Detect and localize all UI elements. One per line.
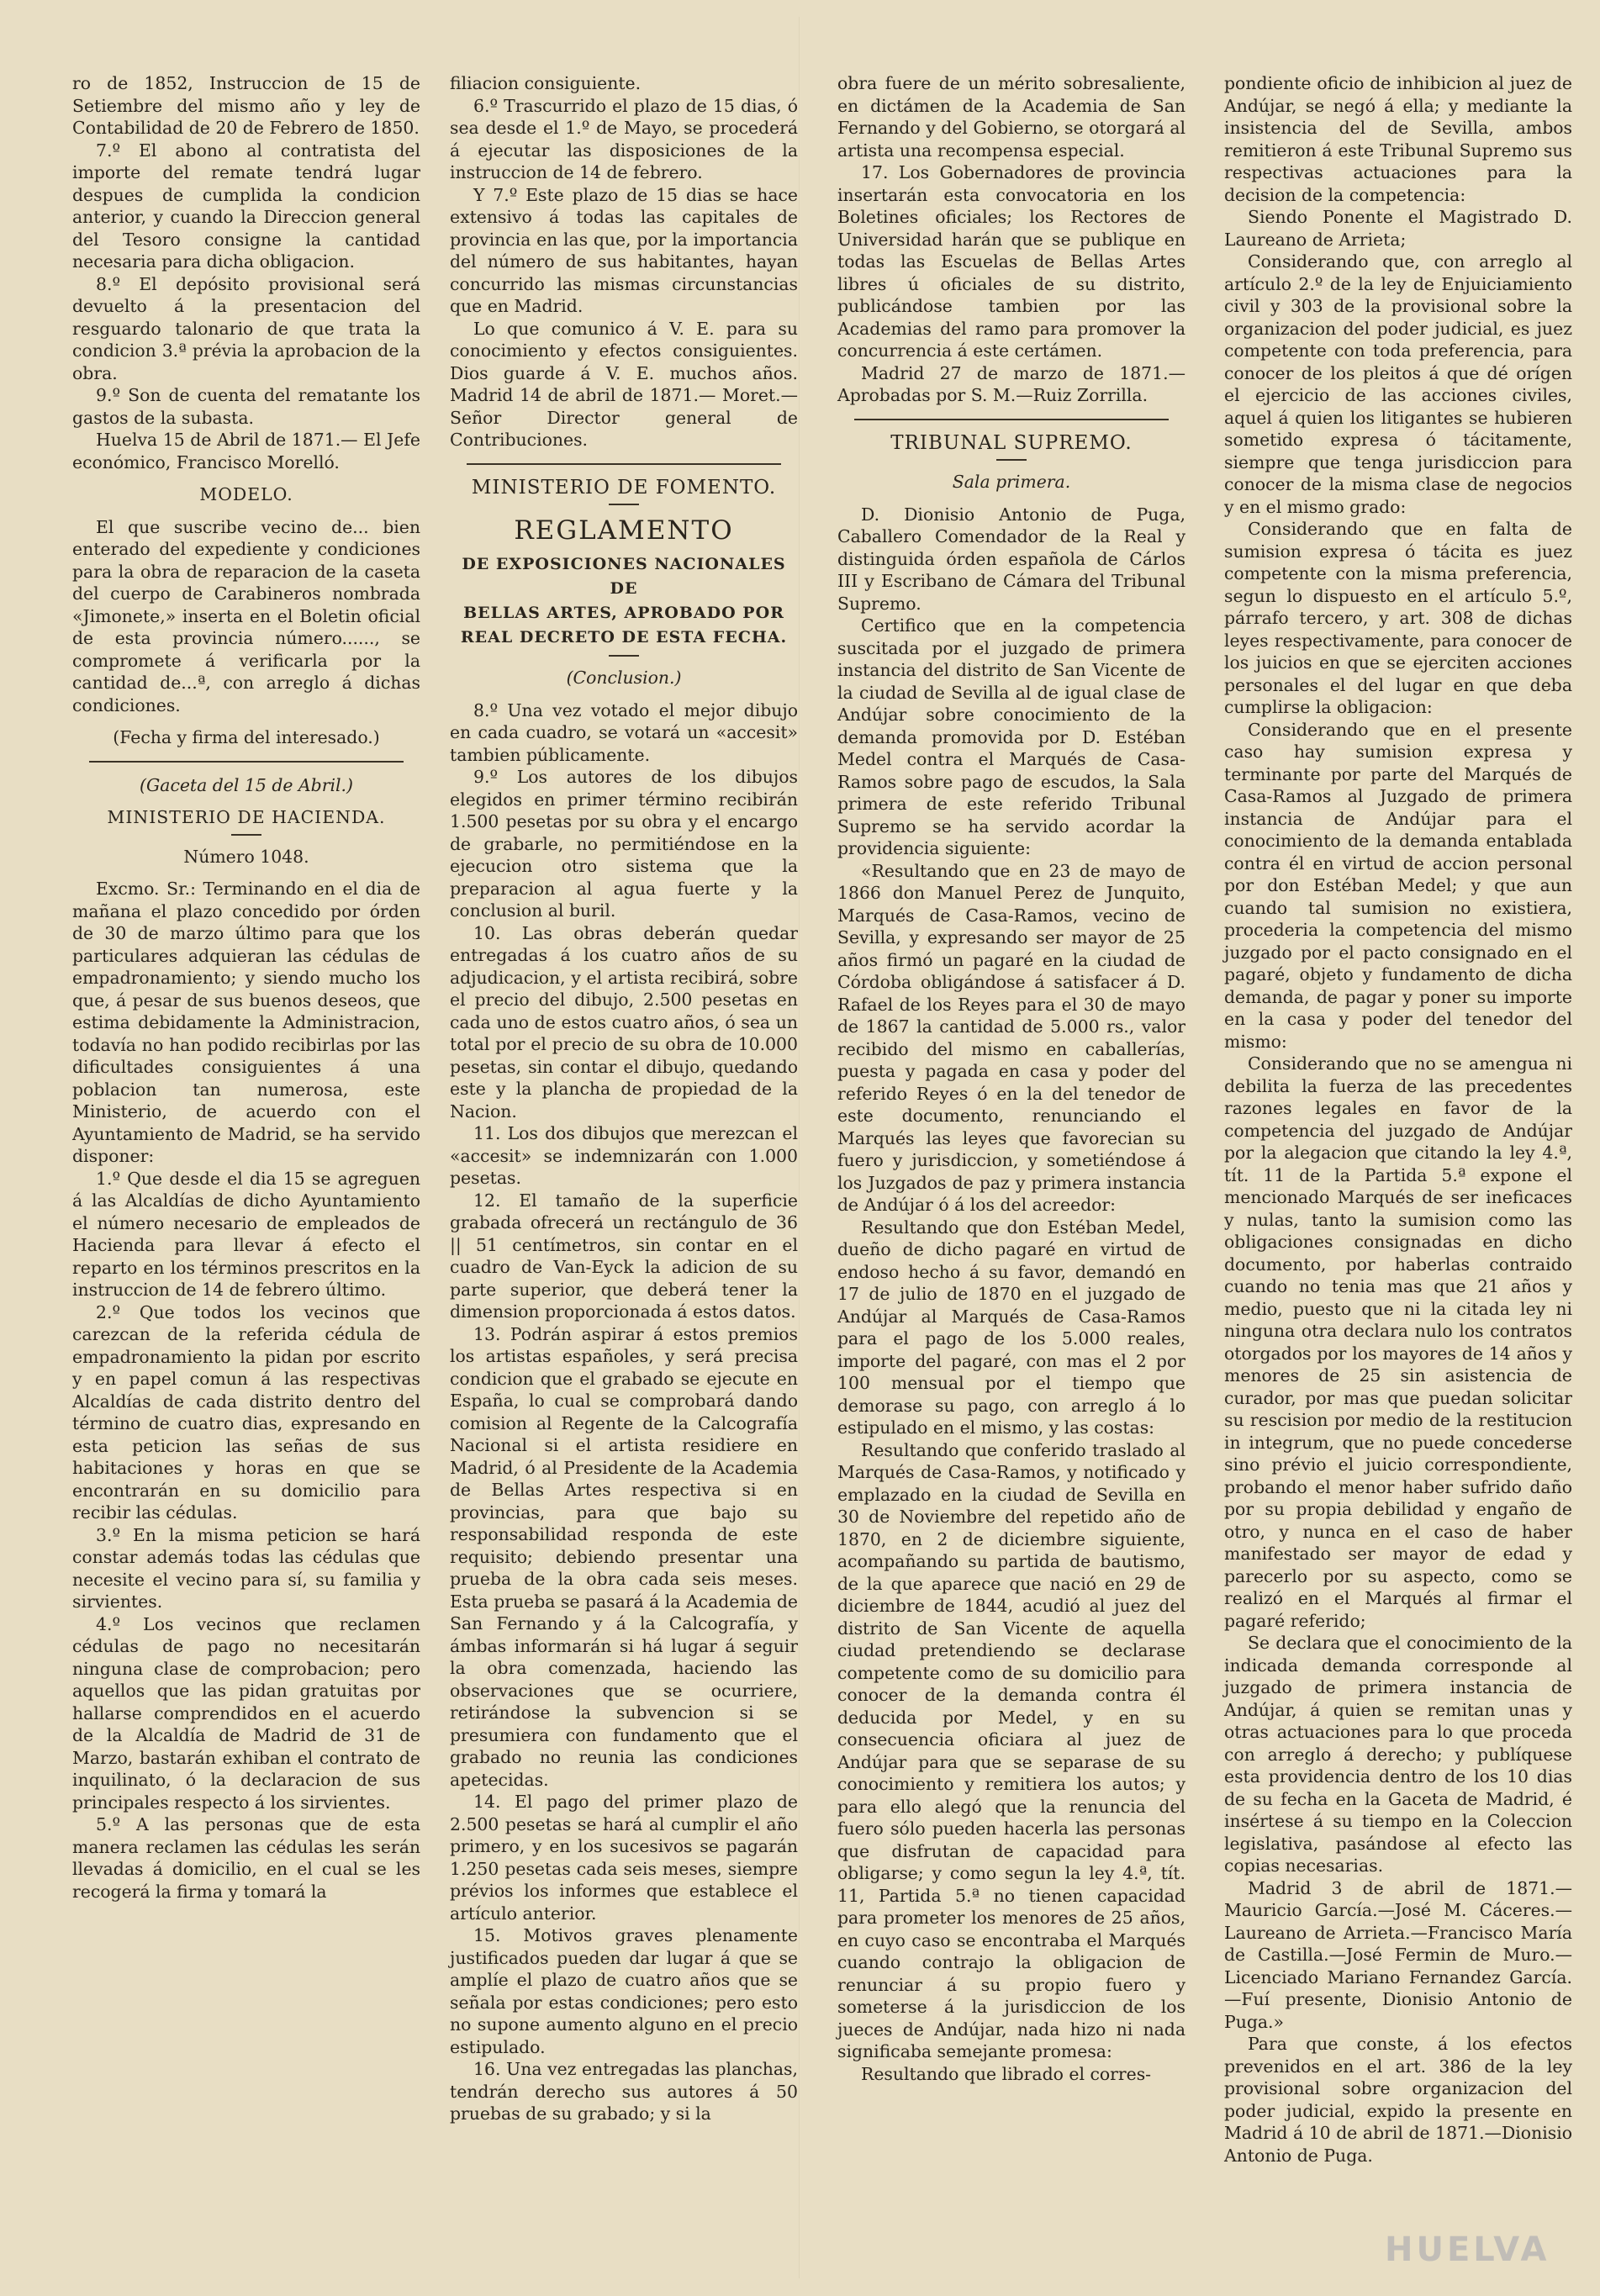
paragraph: 4.º Los vecinos que reclamen cédulas de pago no necesitarán ninguna clase de comprobacion; pero aquellos que las pidan gratuitas por hallarse comprendidos en el acuerdo de la Alcaldía de Madrid de 31 de Marzo, bastarán exhiban el contrato de inquilinato, ó la declaracion de sus principales respecto á los sirvientes. (72, 1613, 420, 1813)
column-4 (1224, 72, 1572, 2167)
paragraph: 9.º Son de cuenta del rematante los gastos de la subasta. (72, 385, 420, 428)
divider (854, 419, 1169, 420)
paragraph: 14. El pago del primer plazo de 2.500 pesetas se hará al cumplir el año primero, y en los sucesivos se pagarán 1.250 pesetas cada seis meses, siempre prévios los informes que establece el artículo anterior. (450, 1792, 798, 1924)
paragraph: 16. Una vez entregadas las planchas, tendrán derecho sus autores á 50 pruebas de su grabado; y si la (450, 2059, 798, 2124)
paragraph: 7.º El abono al contratista del importe del remate tendrá lugar despues de cumplida la condicion anterior, y cuando la Direccion general del Tesoro consigne la cantidad necesaria para dicha obligacion. (72, 140, 420, 272)
column-3 (837, 72, 1185, 2085)
column-1 (72, 72, 420, 1903)
short-divider (609, 504, 639, 505)
paragraph: Resultando que conferido traslado al Marqués de Casa-Ramos, y notificado y emplazado en la ciudad de Sevilla en 30 de Noviembre del repetido año de 1870, en 2 de diciembre siguiente, acompañando su partida de bautismo, de la que aparece que nació en 29 de diciembre de 1844, acudió al juez del distrito de San Vicente de aquella ciudad pretendiendo se declarase competente como de su domicilio para conocer de la demanda contra él deducida por Medel, y en su consecuencia oficiara al juez de Andújar para que se separase de su conocimiento y remitiera los autos; y para ello alegó que la renuncia del fuero sólo pueden hacerla las personas que disfrutan de capacidad para obligarse; y como segun la ley 4.ª, tít. 11, Partida 5.ª no tienen capacidad para prometer los menores de 25 años, en cuyo caso se encontraba el Marqués cuando contrajo la obligacion de renunciar á su propio fuero y someterse á la jurisdiccion de los jueces de Andújar, nada hizo ni nada significaba semejante promesa: (837, 1439, 1185, 2061)
column-2 (450, 72, 798, 2125)
paragraph: Certifico que en la competencia suscitada por el juzgado de primera instancia del distrito de San Vicente de la ciudad de Sevilla al de igual clase de Andújar sobre conocimiento de la demanda promovida por D. Estéban Medel contra el Marqués de Casa-Ramos sobre pago de escudos, la Sala primera de este referido Tribunal Supremo se ha servido acordar la providencia siguiente: (837, 615, 1185, 858)
paragraph: D. Dionisio Antonio de Puga, Caballero Comendador de la Real y distinguida órden española de Cárlos III y Escribano de Cámara del Tribunal Supremo. (837, 504, 1185, 614)
paragraph: Resultando que don Estéban Medel, dueño de dicho pagaré en virtud de endoso hecho á su favor, demandó en 17 de julio de 1870 en el juzgado de Andújar al Marqués de Casa-Ramos para el pago de los 5.000 reales, importe del pagaré, con mas el 2 por 100 mensual por el tiempo que demorase su pago, con arreglo á lo estipulado en el mismo, y las costas: (837, 1217, 1185, 1438)
paragraph: filiacion consiguiente. (450, 73, 642, 93)
paragraph: El que suscribe vecino de... bien enterado del expediente y condiciones para la obra de reparacion de la caseta del cuerpo de Carabineros nombrada «Jimonete,» inserta en el Boletin oficial de esta provincia número......, se compromete á verificarla por la cantidad de...ª, con arreglo á dichas condiciones. (72, 516, 420, 715)
paragraph: 15. Motivos graves plenamente justificados pueden dar lugar á que se amplíe el plazo de cuatro años que se señala por estas condiciones; pero esto no supone aumento alguno en el precio estipulado. (450, 1925, 798, 2057)
paragraph: 13. Podrán aspirar á estos premios los artistas españoles, y será precisa condicion que el grabado se ejecute en España, lo cual se comprobará dando comision al Regente de la Calcografía Nacional si el artista residiere en Madrid, ó al Presidente de la Academia de Bellas Artes respectiva si en provincias, para que bajo su responsabilidad responda de este requisito; debiendo presentar una prueba de la obra cada seis meses. Esta prueba se pasará á la Academia de San Fernando y á la Calcografía, y ámbas informarán si há lugar á seguir la obra comenzada, haciendo las observaciones que se ocurriere, retirándose la subvencion si se presumiera con fundamento que el grabado no reunia las condiciones apetecidas. (450, 1323, 798, 1790)
paragraph: 1.º Que desde el dia 15 se agreguen á las Alcaldías de dicho Ayuntamiento el número necesario de empleados de Hacienda para llevar á efecto el reparto en los términos prescritos en la instruccion de 14 de febrero último. (72, 1168, 420, 1300)
divider (89, 761, 404, 763)
ministerio-fomento-heading: MINISTERIO DE FOMENTO. (471, 476, 777, 499)
reglamento-subtitle-2: BELLAS ARTES, APROBADO POR (463, 604, 784, 622)
reglamento-title: REGLAMENTO (514, 515, 734, 546)
short-divider (231, 834, 261, 836)
paragraph: Y 7.º Este plazo de 15 dias se hace extensivo á todas las capitales de provincia en las que, por la importancia del número de sus habitantes, hayan concurrido las mismas circunstancias que en Madrid. (450, 184, 798, 316)
signature-note: (Fecha y firma del interesado.) (113, 727, 380, 747)
conclusion-note: (Conclusion.) (566, 668, 682, 688)
paragraph: pondiente oficio de inhibicion al juez de Andújar, se negó á ella; y mediante la insistencia del de Sevilla, ambos remitieron á este Tribunal Supremo sus respectivas actuaciones para la decision de la competencia: (1224, 73, 1572, 205)
paragraph: Considerando que en falta de sumision expresa ó tácita es juez competente con la misma preferencia, segun lo dispuesto en el artículo 5.º, párrafo tercero, y art. 308 de dichas leyes respectivamente, para conocer de los juicios en que se ejerciten acciones personales el del lugar en que deba cumplirse la obligacion: (1224, 519, 1572, 717)
gaceta-heading: (Gaceta del 15 de Abril.) (140, 774, 353, 795)
paragraph: Huelva 15 de Abril de 1871.— El Jefe económico, Francisco Morelló. (72, 430, 420, 472)
paragraph: obra fuere de un mérito sobresaliente, en dictámen de la Academia de San Fernando y del Gobierno, se otorgará al artista una recompensa especial. (837, 73, 1185, 161)
paragraph: 2.º Que todos los vecinos que carezcan de la referida cédula de empadronamiento la pidan por escrito y en papel comun á las respectivas Alcaldías de cada distrito dentro del término de cuatro dias, expresando en esta peticion las señas de sus habitaciones y horas en que se encontrarán en su domicilio para recibir las cédulas. (72, 1301, 420, 1523)
paragraph: 3.º En la misma peticion se hará constar además todas las cédulas que necesite el vecino para sí, su familia y sirvientes. (72, 1524, 420, 1612)
short-divider (996, 459, 1027, 461)
fold-crease (799, 17, 800, 2278)
paragraph: 10. Las obras deberán quedar entregadas á los cuatro años de su adjudicacion, y el artista recibirá, sobre el precio del dibujo, 2.500 pesetas en cada uno de estos cuatro años, ó sea un total por el precio de su obra de 10.000 pesetas, sin contar el dibujo, quedando este y la plancha de propiedad de la Nacion. (450, 922, 798, 1122)
reglamento-subtitle-1: DE EXPOSICIONES NACIONALES DE (462, 555, 786, 598)
tribunal-heading: TRIBUNAL SUPREMO. (890, 431, 1133, 454)
reglamento-subtitle-3: REAL DECRETO DE ESTA FECHA. (460, 628, 788, 647)
paragraph: 6.º Trascurrido el plazo de 15 dias, ó sea desde el 1.º de Mayo, se procederá á ejecutar las disposiciones de la instruccion de 14 de febrero. (450, 95, 798, 182)
paragraph: Siendo Ponente el Magistrado D. Laureano de Arrieta; (1224, 207, 1572, 250)
paragraph: Resultando que librado el corres- (861, 2063, 1152, 2084)
paragraph: Se declara que el conocimiento de la indicada demanda corresponde al juzgado de primera instancia de Andújar, á quien se remitan unas y otras actuaciones para lo que proceda con arreglo á derecho; y publíquese esta providencia dentro de los 10 dias de su fecha en la Gaceta de Madrid, é insértese á su tiempo en la Coleccion legislativa, pasándose al efecto las copias necesarias. (1224, 1633, 1572, 1876)
paragraph: 17. Los Gobernadores de provincia insertarán esta convocatoria en los Boletines oficiales; los Rectores de Universidad harán que se publique en todas las Escuelas de Bellas Artes libres ú oficiales de su distrito, publicándose tambien por las Academias del ramo para promover la concurrencia á este certámen. (837, 162, 1185, 361)
paragraph: ro de 1852, Instruccion de 15 de Setiembre del mismo año y ley de Contabilidad de 20 de Febrero de 1850. (72, 73, 420, 138)
short-divider (609, 655, 639, 657)
paragraph: 8.º Una vez votado el mejor dibujo en cada cuadro, se votará un «accesit» tambien públicamente. (450, 699, 798, 765)
paragraph: 9.º Los autores de los dibujos elegidos en primer término recibirán 1.500 pesetas por su obra y el encargo de grabarle, no permitiéndose en la ejecucion otro sistema que la preparacion al agua fuerte y la conclusion al buril. (450, 767, 798, 921)
paragraph: Excmo. Sr.: Terminando en el dia de mañana el plazo concedido por órden de 30 de marzo último para que los particulares adquieran las cédulas de empadronamiento; y siendo mucho los que, á pesar de sus buenos deseos, que estima debidamente la Administracion, todavía no han podido recibirlas por las dificultades consiguientes á una poblacion tan numerosa, este Ministerio, de acuerdo con el Ayuntamiento de Madrid, se ha servido disponer: (72, 879, 420, 1166)
divider (467, 463, 781, 465)
ministerio-hacienda-heading: MINISTERIO DE HACIENDA. (107, 807, 386, 827)
modelo-heading: MODELO. (199, 484, 293, 504)
paragraph: Lo que comunico á V. E. para su conocimiento y efectos consiguientes. Dios guarde á V. E. muchos años. Madrid 14 de abril de 1871.— Moret.—Señor Director general de Contribuciones. (450, 318, 798, 450)
paragraph: Considerando que, con arreglo al artículo 2.º de la ley de Enjuiciamiento civil y 303 de la provisional sobre la organizacion del poder judicial, es juez competente con toda preferencia, para conocer de los pleitos á que dé orígen el ejercicio de las acciones civiles, aquel á quien los litigantes se hubieren sometido expresa ó tácitamente, siempre que tenga jurisdiccion para conocer de la misma clase de negocios y en el mismo grado: (1224, 251, 1572, 517)
paragraph: 11. Los dos dibujos que merezcan el «accesit» se indemnizarán con 1.000 pesetas. (450, 1123, 798, 1188)
paragraph: Madrid 3 de abril de 1871.—Mauricio García.—José M. Cáceres.—Laureano de Arrieta.—Francisco María de Castilla.—José Fermin de Muro.—Licenciado Mariano Fernandez García.—Fuí presente, Dionisio Antonio de Puga.» (1224, 1877, 1572, 2032)
numero-heading: Número 1048. (183, 846, 309, 867)
paragraph: Considerando que no se amengua ni debilita la fuerza de las precedentes razones legales en favor de la competencia del juzgado de Andújar por la alegacion que citando la ley 4.ª, tít. 11 de la Partida 5.ª expone el mencionado Marqués de ser ineficaces y nulas, tanto la sumision como las obligaciones consignadas en dicho documento, por haberlas contraido cuando no tenia mas que 21 años y medio, puesto que ni la citada ley ni ninguna otra declara nulo los contratos otorgados por los mayores de 14 años y menores de 25 sin asistencia de curador, por mas que puedan solicitar su rescision por medio de la restitucion in integrum, que no puede concederse sino prévio el juicio correspondiente, probando el menor haber sufrido daño por su propia debilidad y engaño de otro, y nunca en el caso de haber manifestado ser mayor de edad y parecerlo por su aspecto, como se realizó en el Marqués al firmar el pagaré referido; (1224, 1053, 1572, 1631)
sala-heading: Sala primera. (952, 472, 1071, 492)
paragraph: Madrid 27 de marzo de 1871.— Aprobadas por S. M.—Ruiz Zorrilla. (837, 362, 1185, 405)
paragraph: «Resultando que en 23 de mayo de 1866 don Manuel Perez de Junquito, Marqués de Casa-Ramos, vecino de Sevilla, y expresando ser mayor de 25 años firmó un pagaré en la ciudad de Córdoba obligándose á satisfacer á D. Rafael de los Reyes para el 30 de mayo de 1867 la cantidad de 5.000 rs., valor recibido del mismo en caballerías, puesta y pagada en casa y poder del referido Reyes ó en la del tenedor de este documento, renunciando el Marqués las leyes que favorecian su fuero y jurisdiccion, y sometiéndose á los Juzgados de paz y primera instancia de Andújar ó á los del acreedor: (837, 860, 1185, 1215)
paragraph: 12. El tamaño de la superficie grabada ofrecerá un rectángulo de 36 || 51 centímetros, sin contar en el cuadro de Van-Eyck la adicion de su parte superior, que deberá tener la dimension proporcionada á estos datos. (450, 1190, 798, 1322)
paragraph: 5.º A las personas que de esta manera reclamen las cédulas les serán llevadas á domicilio, en el cual se les recogerá la firma y tomará la (72, 1814, 420, 1902)
paragraph: 8.º El depósito provisional será devuelto á la presentacion del resguardo talonario de que trata la condicion 3.ª prévia la aprobacion de la obra. (72, 273, 420, 383)
paragraph: Considerando que en el presente caso hay sumision expresa y terminante por parte del Marqués de Casa-Ramos al Juzgado de primera instancia de Andújar para el conocimiento de la demanda entablada contra él en virtud de accion personal por don Estéban Medel; y que aun cuando tal sumision no existiera, procederia la competencia del mismo juzgado por el pacto consignado en el pagaré, objeto y fundamento de dicha demanda, de pagar y poner su importe en la casa y poder del tenedor del mismo: (1224, 719, 1572, 1052)
paragraph: Para que conste, á los efectos prevenidos en el art. 386 de la ley provisional sobre organizacion del poder judicial, expido la presente en Madrid á 10 de abril de 1871.—Dionisio Antonio de Puga. (1224, 2034, 1572, 2166)
archive-watermark: HUELVA (1385, 2230, 1550, 2269)
